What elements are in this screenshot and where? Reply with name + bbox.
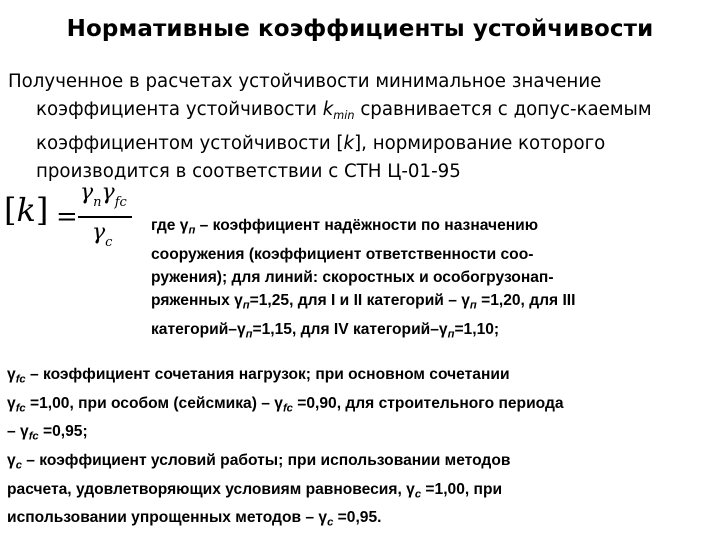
gamma-symbol: γ [7, 451, 16, 469]
intro-text: коэффициента устойчивости [36, 99, 323, 120]
slide-title: Нормативные коэффициенты устойчивости [66, 16, 654, 42]
where-text: =1,20, для III [476, 292, 576, 310]
formula-k: k [16, 191, 36, 229]
c-subscript: c [414, 487, 422, 500]
intro-text: ], нормирование которого [354, 132, 606, 154]
where-text: =1,10; [454, 320, 500, 338]
where-text: =1,25, для I и II категорий – γ [249, 292, 470, 310]
where-text: категорий–γ [151, 320, 246, 338]
k-symbol: k [343, 132, 355, 154]
bottom-text: расчета, удовлетворяющих условиям равновесия, γ [7, 480, 415, 498]
gamma-symbol: γ [7, 394, 16, 412]
bottom-text: =0,95. [333, 509, 382, 527]
n-subscript: п [447, 328, 455, 341]
intro-paragraph [8, 68, 708, 186]
intro-line-3 [8, 130, 708, 158]
where-line-5 [151, 318, 711, 347]
c-subscript: c [105, 235, 113, 251]
formula-numerator [80, 180, 127, 210]
fc-subscript: fc [282, 402, 293, 415]
n-subscript: п [188, 224, 196, 237]
where-text: – коэффициент надёжности по назначению [195, 217, 539, 234]
bottom-line-3 [7, 420, 715, 449]
where-text: где γ [151, 217, 189, 234]
formula-equals: = [56, 202, 78, 232]
bottom-line-6 [7, 506, 715, 535]
bottom-text: использовании упрощенных методов – γ [7, 509, 328, 527]
n-subscript: п [469, 299, 477, 312]
n-subscript: п [242, 299, 250, 312]
formula-k-bracket: [k] [4, 191, 49, 229]
where-text: =1,15, для IV категорий–γ [252, 320, 448, 338]
bottom-text: =0,95; [38, 423, 88, 441]
c-subscript: c [327, 516, 334, 529]
gamma-symbol: γ [92, 220, 106, 245]
bottom-text: – коэффициент сочетания нагрузок; при основном сочетании [25, 366, 510, 383]
fc-subscript: fc [15, 373, 26, 386]
where-text: ряженных γ [151, 292, 243, 310]
bottom-text: =1,00, при особом (сейсмика) – γ [25, 394, 283, 412]
where-line-2: сооружения (коэффициент ответственности соо- [151, 245, 534, 263]
gamma-symbol: γ [101, 180, 115, 205]
fc-subscript: fc [28, 430, 39, 443]
intro-line-4: производится в соответствии с СТН Ц-01-95 [36, 160, 461, 182]
c-subscript: c [15, 459, 22, 472]
coefficients-paragraph [7, 363, 715, 535]
intro-line-2 [8, 96, 708, 130]
where-line-4 [151, 289, 711, 318]
gamma-symbol: γ [7, 366, 16, 383]
bottom-text: – коэффициент условий работы; при использовании методов [21, 451, 511, 469]
bottom-text: =0,90, для строительного периода [292, 394, 564, 412]
where-line-3: ружения); для линий: скоростных и особогрузонап- [151, 268, 554, 286]
bottom-line-2 [7, 392, 715, 421]
bottom-text: =1,00, при [421, 480, 503, 498]
bottom-line-5 [7, 478, 715, 507]
where-paragraph [151, 214, 711, 347]
stability-formula [0, 180, 140, 260]
gamma-symbol: γ [80, 180, 94, 205]
min-subscript: min [333, 108, 355, 122]
bottom-text: – γ [7, 423, 29, 441]
intro-text: сравнивается с допус-каемым [354, 99, 652, 120]
fraction-bar [78, 216, 132, 218]
n-subscript: n [93, 195, 102, 211]
formula-denominator [92, 220, 112, 250]
intro-text: коэффициентом устойчивости [ [36, 132, 344, 154]
fc-subscript: fc [15, 402, 26, 415]
intro-line-1: Полученное в расчетах устойчивости минимальное значение [8, 71, 602, 92]
bottom-line-1 [7, 363, 715, 392]
k-symbol: k [322, 99, 334, 120]
bottom-line-4 [7, 449, 715, 478]
n-subscript: п [245, 328, 253, 341]
where-line-1 [151, 214, 711, 243]
fc-subscript: fc [114, 195, 127, 211]
